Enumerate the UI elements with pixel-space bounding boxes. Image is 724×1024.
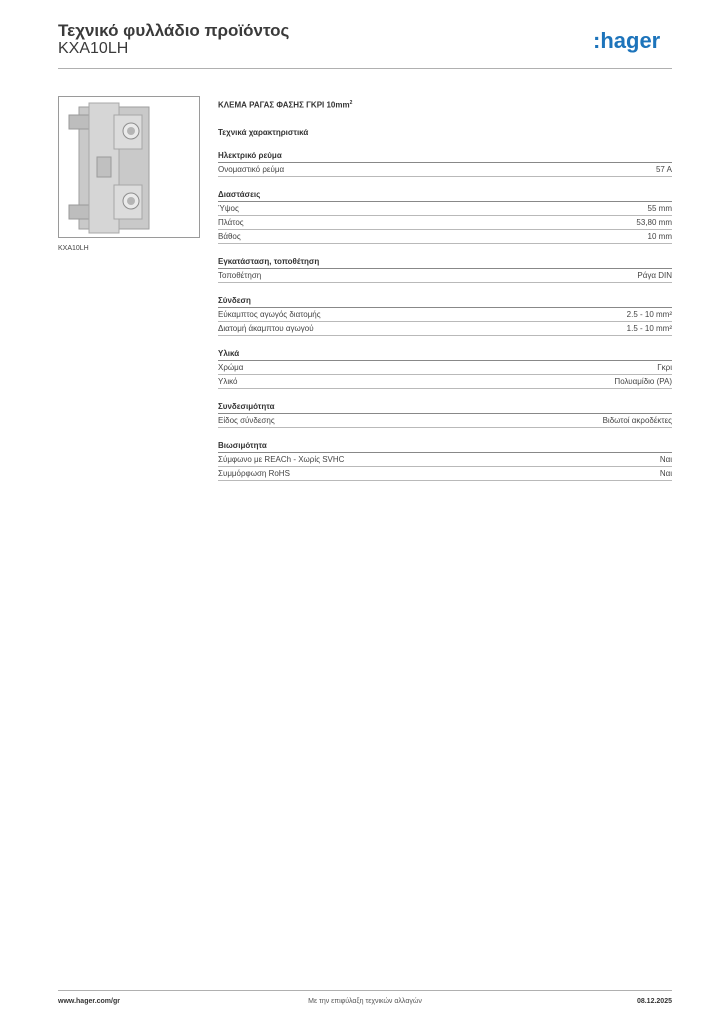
spec-group [218,150,672,177]
spec-label: Τοποθέτηση [218,271,262,280]
spec-group-title: Διαστάσεις [218,189,672,202]
spec-row [218,375,672,389]
spec-label: Υλικό [218,377,238,386]
spec-group-title: Βιωσιμότητα [218,440,672,453]
spec-value: Βιδωτοί ακροδέκτες [602,416,672,425]
svg-text::hager: :hager [593,28,661,53]
spec-label: Πλάτος [218,218,244,227]
footer-date: 08.12.2025 [636,998,672,1005]
footer-note: Με την επιφύλαξη τεχνικών αλλαγών [308,998,422,1005]
spec-value: Ναι [659,469,672,478]
spec-row [218,361,672,375]
spec-value: Ράγα DIN [637,271,672,280]
spec-label: Συμμόρφωση RoHS [218,469,290,478]
spec-value: 1.5 - 10 mm² [626,324,672,333]
spec-row [218,308,672,322]
spec-value: 2.5 - 10 mm² [626,310,672,319]
spec-group [218,189,672,244]
spec-group [218,256,672,283]
spec-row [218,269,672,283]
spec-label: Διατομή άκαμπτου αγωγού [218,324,314,333]
spec-row [218,467,672,481]
product-code: KXA10LH [58,40,129,57]
spec-label: Ύψος [218,204,239,213]
spec-label: Σύμφωνο με REACh - Χωρίς SVHC [218,455,345,464]
spec-label: Χρώμα [218,363,244,372]
spec-group [218,401,672,428]
spec-value: Γκρι [657,363,672,372]
spec-group-title: Συνδεσιμότητα [218,401,672,414]
footer-divider [58,990,672,991]
spec-groups [218,150,672,481]
spec-row [218,163,672,177]
image-caption: KXA10LH [58,245,89,252]
spec-value: 53,80 mm [636,218,672,227]
product-title: ΚΛΕΜΑ ΡΑΓΑΣ ΦΑΣΗΣ ΓΚΡΙ $10mm^2$ [218,100,353,110]
spec-group-title: Εγκατάσταση, τοποθέτηση [218,256,672,269]
spec-group [218,348,672,389]
spec-value: 57 A [655,165,672,174]
spec-label: Είδος σύνδεσης [218,416,275,425]
spec-row [218,453,672,467]
spec-group [218,440,672,481]
header-divider [58,68,672,69]
spec-row [218,322,672,336]
spec-row [218,216,672,230]
footer-website[interactable]: www.hager.com/gr [58,998,120,1005]
spec-content [218,96,672,481]
spec-group-title: Ηλεκτρικό ρεύμα [218,150,672,163]
spec-value: 55 mm [647,204,672,213]
spec-group-title: Υλικά [218,348,672,361]
spec-group [218,295,672,336]
spec-label: Εύκαμπτος αγωγός διατομής [218,310,321,319]
hager-logo [593,28,673,54]
document-title: Τεχνικό φυλλάδιο προϊόντος [58,21,290,40]
spec-row [218,230,672,244]
spec-label: Βάθος [218,232,241,241]
spec-value: Ναι [659,455,672,464]
terminal-block-illustration [59,97,199,237]
spec-value: 10 mm [647,232,672,241]
spec-row [218,202,672,216]
spec-label: Ονομαστικό ρεύμα [218,165,285,174]
product-image [58,96,200,238]
spec-group-title: Σύνδεση [218,295,672,308]
spec-value: Πολυαμίδιο (PA) [614,377,672,386]
technical-characteristics-heading: Τεχνικά χαρακτηριστικά [218,128,309,137]
spec-row [218,414,672,428]
